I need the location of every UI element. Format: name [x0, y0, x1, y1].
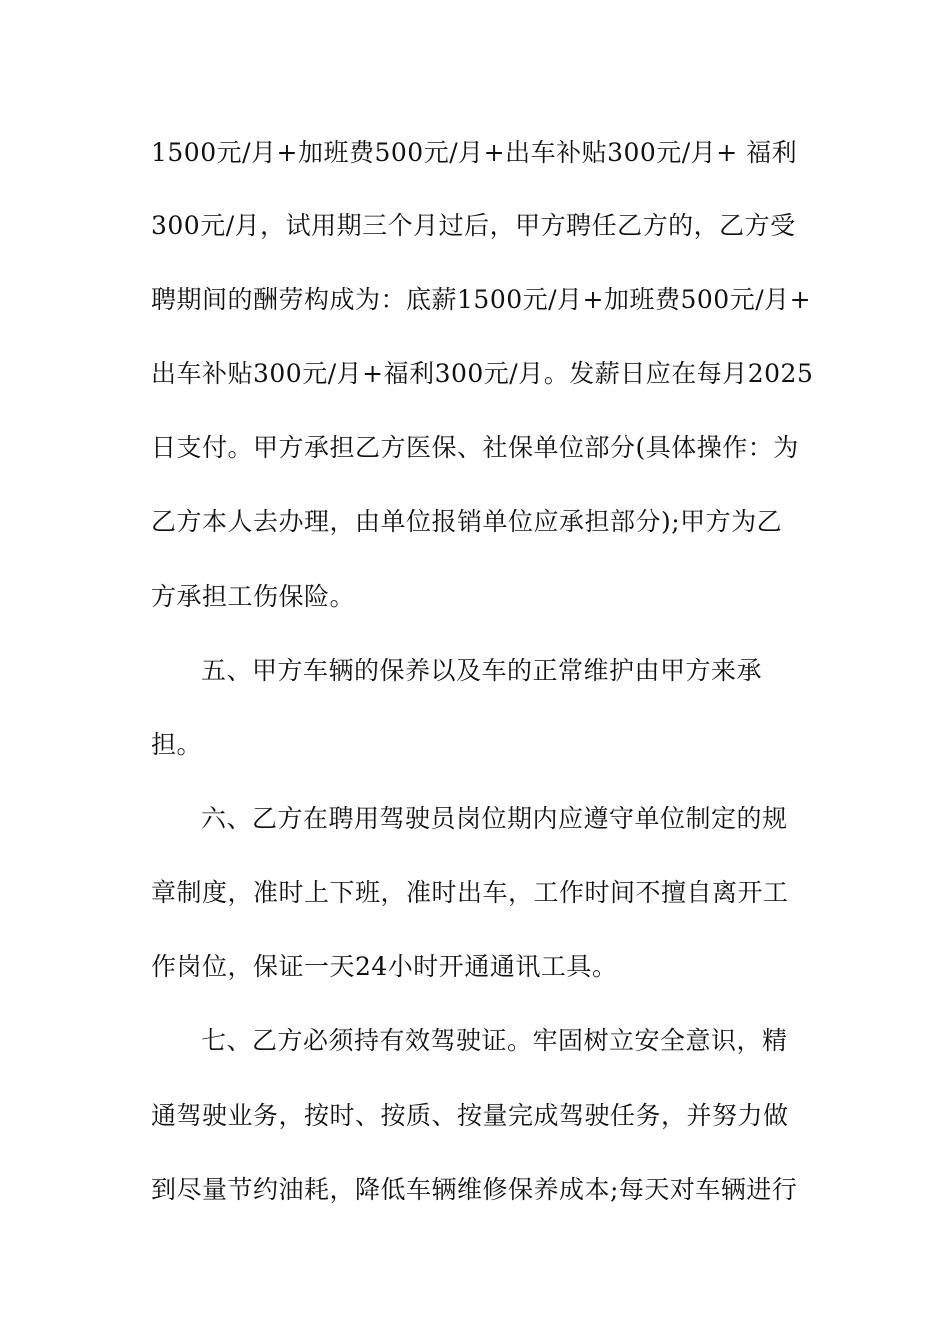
text-line: 到尽量节约油耗，降低车辆维修保养成本;每天对车辆进行 [151, 1175, 798, 1204]
text-line: 日支付。甲方承担乙方医保、社保单位部分(具体操作：为 [151, 433, 799, 462]
text-line: 1500元/月+加班费500元/月+出车补贴300元/月+ 福利 [151, 138, 798, 167]
text-line: 通驾驶业务，按时、按质、按量完成驾驶任务，并努力做 [151, 1101, 789, 1130]
text-line: 出车补贴300元/月+福利300元/月。发薪日应在每月2025 [151, 359, 814, 388]
text-line: 聘期间的酬劳构成为：底薪1500元/月+加班费500元/月+ [151, 285, 812, 314]
text-line: 乙方本人去办理，由单位报销单位应承担部分);甲方为乙 [151, 507, 783, 536]
text-line: 300元/月，试用期三个月过后，甲方聘任乙方的，乙方受 [151, 211, 796, 240]
text-line: 方承担工伤保险。 [151, 582, 356, 611]
text-line: 作岗位，保证一天24小时开通通讯工具。 [151, 952, 618, 981]
paragraph-five-start: 五、甲方车辆的保养以及车的正常维护由甲方来承 [201, 656, 763, 685]
text-line: 章制度，准时上下班，准时出车，工作时间不擅自离开工 [151, 878, 789, 907]
text-line: 担。 [151, 730, 203, 759]
paragraph-six-start: 六、乙方在聘用驾驶员岗位期内应遵守单位制定的规 [201, 804, 788, 833]
paragraph-seven-start: 七、乙方必须持有效驾驶证。牢固树立安全意识，精 [201, 1026, 788, 1055]
